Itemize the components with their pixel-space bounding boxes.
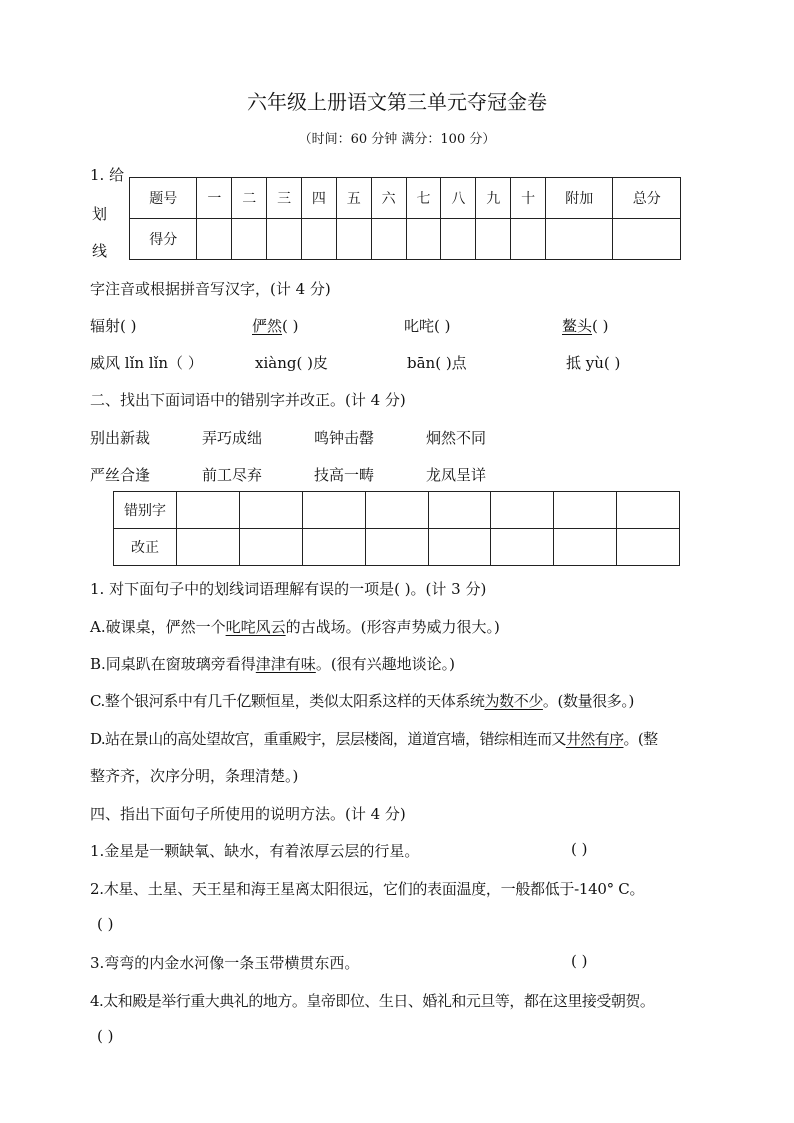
error-correction-table [113, 491, 680, 566]
q1-blank[interactable]: ( ) [120, 317, 137, 335]
q4-item-text: 3.弯弯的内金水河像一条玉带横贯东西。 [90, 954, 360, 972]
q1-number: 1. 给 [90, 166, 125, 184]
q1-blank[interactable]: ( ) [592, 317, 609, 335]
q2-word: 严丝合逢 [90, 466, 151, 484]
answer-cell[interactable] [554, 492, 617, 529]
score-cell[interactable] [476, 219, 511, 260]
score-cell[interactable] [406, 219, 441, 260]
q1-side-char: 划 [92, 205, 108, 223]
score-cell[interactable] [371, 219, 406, 260]
score-header: 十 [511, 178, 546, 219]
score-cell[interactable] [511, 219, 546, 260]
answer-cell[interactable] [177, 492, 240, 529]
score-header: 六 [371, 178, 406, 219]
score-cell[interactable] [546, 219, 613, 260]
q1-item [90, 315, 137, 336]
q2-word: 前工尽弃 [202, 466, 263, 484]
score-header: 二 [232, 178, 267, 219]
answer-cell[interactable] [617, 529, 680, 566]
error-row-label: 错别字 [114, 492, 177, 529]
q1-instruction: 字注音或根据拼音写汉字，(计 4 分) [90, 280, 331, 298]
answer-cell[interactable] [177, 529, 240, 566]
score-cell[interactable] [197, 219, 232, 260]
answer-cell[interactable] [365, 529, 428, 566]
score-table [129, 177, 681, 260]
q2-heading: 二、找出下面词语中的错别字并改正。(计 4 分) [90, 391, 406, 409]
q1-side-char: 线 [92, 242, 108, 260]
option-text: C.整个银河系中有几千亿颗恒星，类似太阳系这样的天体系统 [90, 692, 485, 710]
option-underlined: 井然有序 [565, 730, 624, 748]
correction-row-label: 改正 [114, 529, 177, 566]
q1-blank[interactable]: ( ) [434, 317, 451, 335]
q3-option-b[interactable] [90, 653, 455, 674]
score-header: 总分 [613, 178, 681, 219]
score-cell[interactable] [302, 219, 337, 260]
q1-item [252, 315, 299, 336]
score-header: 四 [302, 178, 337, 219]
q4-item-text: 1.金星是一颗缺氧、缺水，有着浓厚云层的行星。 [90, 842, 420, 860]
score-header: 三 [267, 178, 302, 219]
q2-word: 鸣钟击罄 [314, 429, 375, 447]
score-row-label: 得分 [130, 219, 197, 260]
answer-cell[interactable] [239, 492, 302, 529]
q2-word: 技高一畴 [314, 466, 375, 484]
q3-heading: 1. 对下面句子中的划线词语理解有误的一项是( )。(计 3 分) [90, 580, 487, 598]
q1-underlined-word: 鳌头 [562, 317, 593, 335]
q1-pinyin-item[interactable]: bān( )点 [407, 354, 467, 372]
q1-word: 辐射 [90, 317, 121, 335]
q2-word: 炯然不同 [426, 429, 487, 447]
answer-cell[interactable] [302, 492, 365, 529]
answer-cell[interactable] [428, 492, 491, 529]
q1-item [404, 315, 451, 336]
score-header: 一 [197, 178, 232, 219]
score-cell[interactable] [613, 219, 681, 260]
q1-pinyin-item[interactable]: xiàng( )皮 [255, 354, 328, 372]
answer-cell[interactable] [491, 492, 554, 529]
option-text: B.同桌趴在窗玻璃旁看得 [90, 655, 256, 673]
option-text: 。(很有兴趣地谈论。) [315, 655, 456, 673]
q1-item [562, 315, 609, 336]
q3-option-d-continued: 整齐齐，次序分明，条理清楚。) [90, 767, 299, 785]
q1-pinyin-item[interactable]: 抵 yù( ) [566, 354, 621, 372]
score-cell[interactable] [232, 219, 267, 260]
q3-option-d[interactable] [90, 728, 658, 749]
option-text: 。(整 [623, 730, 658, 748]
q4-item-text: 2.木星、土星、天王星和海王星离太阳很远，它们的表面温度，一般都低于-140° C。 [90, 880, 645, 898]
answer-cell[interactable] [491, 529, 554, 566]
page-title: 六年级上册语文第三单元夺冠金卷 [247, 90, 547, 114]
exam-info: （时间：60 分钟 满分：100 分） [298, 132, 496, 147]
score-header: 附加 [546, 178, 613, 219]
answer-cell[interactable] [239, 529, 302, 566]
q2-word: 弄巧成绌 [202, 429, 263, 447]
option-text: 。(数量很多。) [542, 692, 634, 710]
score-header: 七 [406, 178, 441, 219]
q1-blank[interactable]: ( ) [282, 317, 299, 335]
q4-answer-blank[interactable]: ( ) [571, 840, 588, 858]
score-cell[interactable] [441, 219, 476, 260]
q1-pinyin-item[interactable]: 威风 lǐn lǐn（ ） [90, 354, 203, 372]
q4-answer-blank[interactable]: ( ) [97, 915, 114, 933]
score-header: 五 [336, 178, 371, 219]
q3-option-c[interactable] [90, 690, 634, 711]
option-text: D.站在景山的高处望故宫，重重殿宇，层层楼阁，道道宫墙，错综相连而又 [90, 730, 566, 748]
answer-cell[interactable] [302, 529, 365, 566]
answer-cell[interactable] [428, 529, 491, 566]
option-text: A.破课桌，俨然一个 [90, 618, 226, 636]
q4-answer-blank[interactable]: ( ) [97, 1027, 114, 1045]
score-cell[interactable] [267, 219, 302, 260]
answer-cell[interactable] [554, 529, 617, 566]
score-header: 题号 [130, 178, 197, 219]
score-header: 九 [476, 178, 511, 219]
q1-word: 叱咤 [404, 317, 435, 335]
q1-underlined-word: 俨然 [252, 317, 283, 335]
answer-cell[interactable] [365, 492, 428, 529]
score-cell[interactable] [336, 219, 371, 260]
option-underlined: 叱咤风云 [225, 618, 286, 636]
q4-heading: 四、指出下面句子所使用的说明方法。(计 4 分) [90, 805, 406, 823]
q4-item-text: 4.太和殿是举行重大典礼的地方。皇帝即位、生日、婚礼和元旦等，都在这里接受朝贺。 [90, 992, 655, 1010]
option-text: 的古战场。(形容声势威力很大。) [285, 618, 500, 636]
q2-word: 龙凤呈详 [426, 466, 487, 484]
q2-word: 别出新裁 [90, 429, 151, 447]
option-underlined: 为数不少 [484, 692, 543, 710]
option-underlined: 津津有味 [255, 655, 316, 673]
q3-option-a[interactable] [90, 616, 500, 637]
answer-cell[interactable] [617, 492, 680, 529]
q4-answer-blank[interactable]: ( ) [571, 952, 588, 970]
score-header: 八 [441, 178, 476, 219]
